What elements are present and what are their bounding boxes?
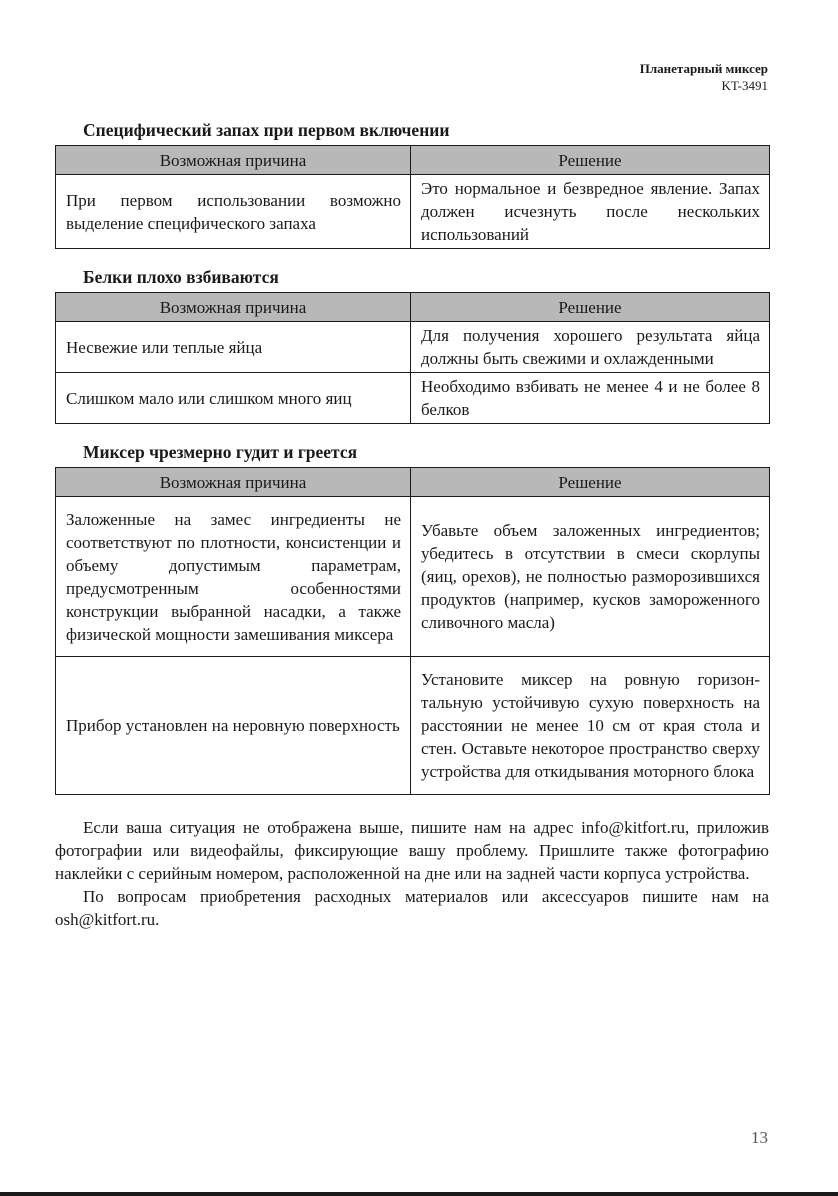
product-name: Планетарный миксер — [639, 61, 768, 76]
table-row — [56, 175, 770, 249]
model-number: KT-3491 — [721, 78, 768, 93]
table-odor — [55, 145, 770, 249]
column-header-solution: Решение — [411, 146, 770, 175]
bottom-border — [0, 1192, 838, 1196]
page-header — [640, 60, 768, 94]
solution-cell: Необходимо взбивать не менее 4 и не более 8 белков — [411, 373, 770, 424]
cause-cell: Несвежие или теплые яйца — [56, 322, 411, 373]
column-header-cause: Возможная причина — [56, 293, 411, 322]
cause-cell: Заложенные на замес ингредиенты не соответствуют по плотности, консистенции и объему допустимым параметрам, предусмотренным особенностями конструкции выбранной насадки, а также физической мощности замешивания миксера — [56, 497, 411, 657]
cause-cell: При первом использовании возможно выделение специфического запаха — [56, 175, 411, 249]
table-whites — [55, 292, 770, 424]
paragraph-accessories: По вопросам приобретения расходных материалов или аксессуаров пишите нам на osh@kitfort.ru. — [55, 887, 769, 929]
page-number: 13 — [751, 1128, 768, 1147]
table-row — [56, 657, 770, 795]
section-title-whites: Белки плохо взбиваются — [83, 267, 279, 287]
table-row — [56, 497, 770, 657]
table-noise — [55, 467, 770, 795]
solution-cell: Для получения хорошего результата яйца должны быть свежими и охлажденными — [411, 322, 770, 373]
section-title-noise: Миксер чрезмерно гудит и греется — [83, 442, 358, 462]
column-header-solution: Решение — [411, 293, 770, 322]
solution-cell: Это нормальное и безвредное явление. Запах должен исчезнуть после нескольких использований — [411, 175, 770, 249]
solution-cell: Убавьте объем заложенных ингредиентов; убедитесь в отсутствии в смеси скорлупы (яиц, орехов), не полностью разморозившихся продуктов (например, кусков замороженного сливочного масла) — [411, 497, 770, 657]
contact-text — [55, 816, 769, 931]
cause-cell: Прибор установлен на неровную поверхность — [56, 657, 411, 795]
section-title-odor: Специфический запах при первом включении — [83, 120, 450, 140]
column-header-solution: Решение — [411, 468, 770, 497]
cause-cell: Слишком мало или слишком много яиц — [56, 373, 411, 424]
paragraph-support: Если ваша ситуация не отображена выше, пишите нам на адрес info@kitfort.ru, приложив фотографии или видеофайлы, фиксирующие вашу проблему. Пришлите также фотографию наклейки с серийным номером, расположенной на дне или на задней части корпуса устройства. — [55, 818, 769, 883]
solution-cell: Установите миксер на ровную горизонтальную устойчивую сухую поверхность на расстоянии не менее 10 см от края стола и стен. Оставьте некоторое пространство сверху устройства для откидывания моторного блока — [411, 657, 770, 795]
table-row — [56, 322, 770, 373]
column-header-cause: Возможная причина — [56, 146, 411, 175]
table-row — [56, 373, 770, 424]
column-header-cause: Возможная причина — [56, 468, 411, 497]
